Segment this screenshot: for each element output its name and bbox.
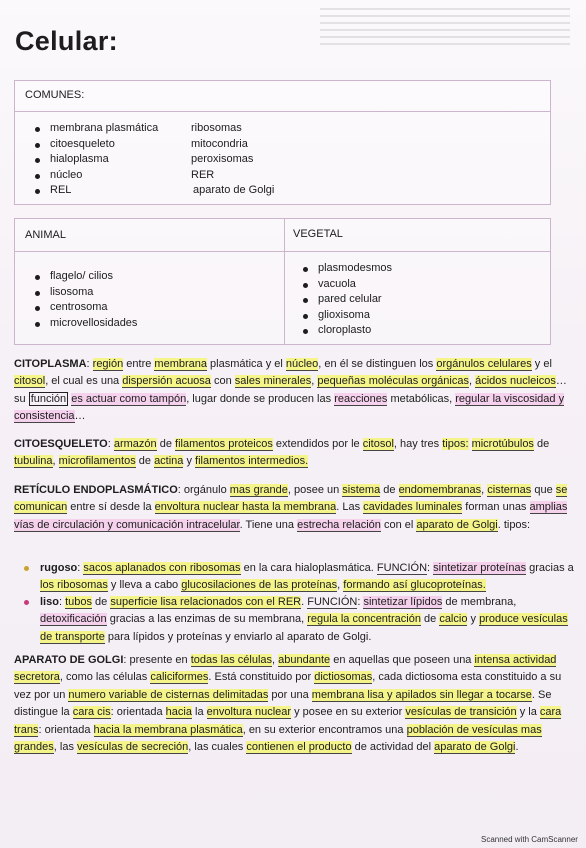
list-item: glioxisoma [302, 308, 392, 324]
list-item: peroxisomas [191, 153, 254, 165]
list-item: pared celular [302, 292, 392, 308]
list-item: mitocondria [191, 137, 248, 150]
list-item: núcleo [34, 168, 158, 184]
scanner-watermark: Scanned with CamScanner [481, 835, 578, 844]
animal-vegetal-header-row [15, 219, 550, 252]
comunes-header-row [15, 81, 550, 112]
list-item: centrosoma [34, 300, 137, 316]
page-title: Celular: [15, 26, 118, 56]
list-item: hialoplasma [34, 152, 158, 168]
list-item: citoesqueleto [34, 137, 158, 153]
comunes-list-col2 [191, 121, 274, 199]
list-item: plasmodesmos [302, 261, 392, 277]
rel-paragraph: liso: tubos de superficie lisa relacionados con el RER. FUNCIÓN: sintetizar lípidos de membrana, detoxificación gracias a las enzimas de su membrana, regula la concentración de calcio y produce vesículas de transporte para lípidos y proteínas y enviarlo al aparato de Golgi. [14, 594, 574, 646]
list-item: aparato de Golgi [193, 184, 275, 196]
list-item: membrana plasmática [34, 121, 158, 137]
list-item: ribosomas [191, 122, 242, 134]
list-item: REL [34, 183, 158, 199]
citoplasma-paragraph: CITOPLASMA: región entre membrana plasmática y el núcleo, en él se distinguen los orgánulos celulares y el citosol, el cual es una dispersión acuosa con sales minerales, pequeñas moléculas orgánicas, ácidos nucleicos… su función es actuar como tampón, lugar donde se producen las reacciones metabólicas, regular la viscosidad y consistencia… [14, 358, 567, 423]
golgi-paragraph: APARATO DE GOLGI: presente en todas las células, abundante en aquellas que poseen una intensa actividad secretora, como las células caliciformes. Está constituido por dictiosomas, cada dictiosoma esta constituido a su vez por un numero variable de cisternas delimitadas por una membrana lisa y apilados sin llegar a tocarse. Se distingue la cara cis: orientada hacia la envoltura nuclear y posee en su exterior vesículas de transición y la cara trans: orientada hacia la membrana plasmática, en su exterior encontramos una población de vesículas mas grandes, las vesículas de secreción, las cuales contienen el producto de actividad del aparato de Golgi. [14, 654, 562, 754]
list-item: microvellosidades [34, 316, 137, 332]
rer-paragraph: rugoso: sacos aplanados con ribosomas en la cara hialoplasmática. FUNCIÓN: sintetizar proteínas gracias a los ribosomas y lleva a cabo glucosilaciones de las proteínas, formando así glucoproteínas. [14, 560, 574, 595]
list-item: vacuola [302, 277, 392, 293]
animal-list [34, 269, 137, 331]
list-item: RER [191, 168, 215, 181]
column-divider [284, 219, 285, 344]
bleed-through-text [320, 8, 570, 48]
list-item: flagelo/ cilios [34, 269, 137, 285]
comunes-table [14, 80, 551, 205]
vegetal-list [302, 261, 392, 339]
reticulo-paragraph: RETÍCULO ENDOPLASMÁTICO: orgánulo mas grande, posee un sistema de endomembranas, cisternas que se comunican entre sí desde la envoltura nuclear hasta la membrana. Las cavidades luminales forman unas amplias vías de circulación y comunicación intracelular. Tiene una estrecha relación con el aparato de Golgi. tipos: [14, 484, 568, 531]
vegetal-header: VEGETAL [293, 228, 343, 240]
citoesqueleto-paragraph: CITOESQUELETO: armazón de filamentos proteicos extendidos por le citosol, hay tres tipos: microtúbulos de tubulina, microfilamentos de actina y filamentos intermedios. [14, 438, 550, 468]
list-item: cloroplasto [302, 323, 392, 339]
comunes-header: COMUNES: [25, 89, 85, 101]
animal-header: ANIMAL [25, 229, 66, 241]
list-item: lisosoma [34, 285, 137, 301]
comunes-list-col1 [34, 121, 158, 199]
animal-vegetal-table [14, 218, 551, 345]
